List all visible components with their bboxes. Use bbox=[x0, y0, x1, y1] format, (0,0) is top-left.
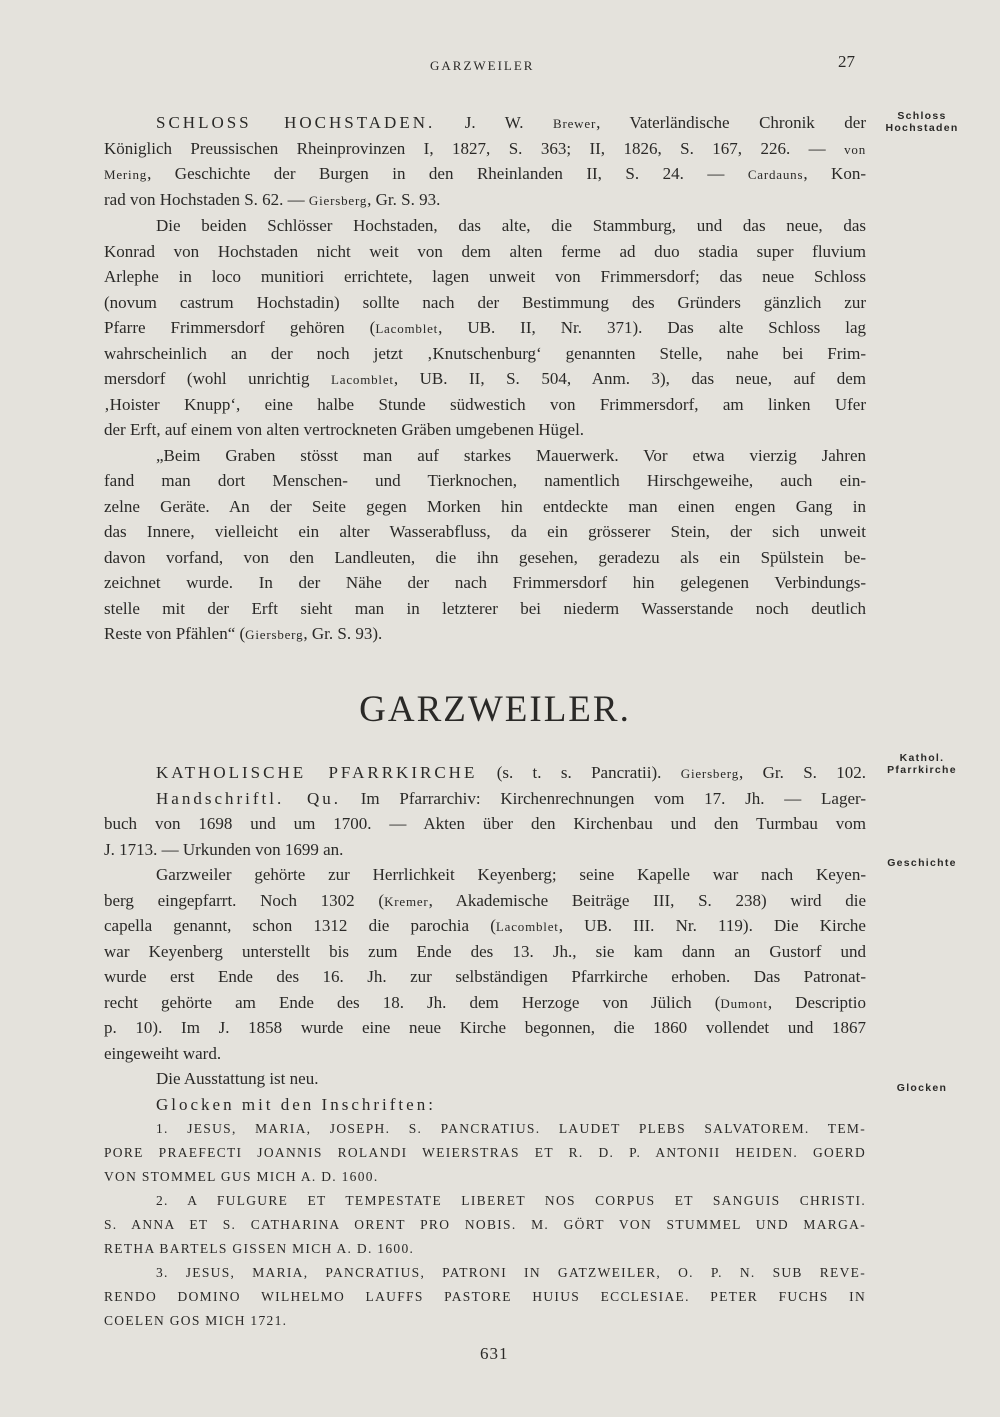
bell-inscription-line: 2. A FULGURE ET TEMPESTATE LIBERET NOS CORPUS ET SANGUIS CHRISTI. bbox=[156, 1193, 866, 1208]
text-line: war Keyenberg unterstellt bis zum Ende des 13. Jh., sie kam dann an Gustorf und bbox=[104, 941, 866, 961]
running-head: GARZWEILER bbox=[430, 58, 535, 73]
text-line: Arlephe in loco munitiori errichtete, lagen unweit von Frimmersdorf; das neue Schloss bbox=[104, 267, 866, 286]
bell-inscriptions bbox=[104, 1117, 866, 1333]
text-line: der Erft, auf einem von alten vertrockneten Gräben umgebenen Hügel. bbox=[104, 420, 585, 439]
margin-note-schloss-hochstaden: Schloss Hochstaden bbox=[885, 110, 959, 134]
bell-inscription-line: S. ANNA ET S. CATHARINA ORENT PRO NOBIS. M. GÖRT VON STUMMEL UND MARGA- bbox=[104, 1217, 866, 1232]
text-line: zeichnet wurde. In der Nähe der nach Frimmersdorf hin gelegenen Verbindungs- bbox=[104, 573, 866, 592]
text-line: SCHLOSS HOCHSTADEN. J. W. Brewer, Vaterländische Chronik der bbox=[156, 113, 866, 132]
schloss-hochstaden-section bbox=[104, 110, 866, 648]
text-line: Die beiden Schlösser Hochstaden, das alte, die Stammburg, und das neue, das bbox=[156, 216, 866, 235]
bell-inscription-line: COELEN GOS MICH 1721. bbox=[104, 1313, 288, 1328]
text-line: KATHOLISCHE PFARRKIRCHE (s. t. s. Pancratii). Giersberg, Gr. S. 102. bbox=[156, 763, 866, 782]
text-line: Konrad von Hochstaden nicht weit von dem alten ferme ad duo stadia super fluvium bbox=[104, 241, 866, 261]
text-line: J. 1713. — Urkunden von 1699 an. bbox=[104, 839, 344, 859]
text-line: Pfarre Frimmersdorf gehören (Lacomblet, UB. II, Nr. 371). Das alte Schloss lag bbox=[104, 318, 866, 337]
margin-note-glocken: Glocken bbox=[896, 1082, 948, 1094]
page-number: 27 bbox=[838, 52, 855, 71]
text-line: p. 10). Im J. 1858 wurde eine neue Kirche begonnen, die 1860 vollendet und 1867 bbox=[104, 1018, 866, 1037]
footer-page-number: 631 bbox=[480, 1344, 509, 1363]
text-line: stelle mit der Erft sieht man in letzterer bei niederm Wasserstande noch deutlich bbox=[104, 598, 866, 618]
text-line: „Beim Graben stösst man auf starkes Mauerwerk. Vor etwa vierzig Jahren bbox=[156, 445, 866, 465]
text-line: zelne Geräte. An der Seite gegen Morken hin entdeckte man einen engen Gang in bbox=[104, 496, 866, 516]
text-line: Garzweiler gehörte zur Herrlichkeit Keyenberg; seine Kapelle war nach Keyen- bbox=[156, 865, 866, 884]
text-line: Mering, Geschichte der Burgen in den Rheinlanden II, S. 24. — Cardauns, Kon- bbox=[104, 164, 866, 183]
text-line: eingeweiht ward. bbox=[104, 1043, 222, 1063]
text-line: ‚Hoister Knupp‘, eine halbe Stunde südwestich von Frimmersdorf, am linken Ufer bbox=[104, 394, 866, 414]
bell-inscription-line: VON STOMMEL GUS MICH A. D. 1600. bbox=[104, 1169, 379, 1184]
text-line: Königlich Preussischen Rheinprovinzen I, 1827, S. 363; II, 1826, S. 167, 226. — von bbox=[104, 138, 866, 158]
text-line: Die Ausstattung ist neu. bbox=[156, 1069, 319, 1088]
text-line: recht gehörte am Ende des 18. Jh. dem Herzoge von Jülich (Dumont, Descriptio bbox=[104, 992, 866, 1012]
text-line: wahrscheinlich an der noch jetzt ‚Knutschenburg‘ genannten Stelle, nahe bei Frim- bbox=[104, 343, 866, 363]
bell-inscription-line: 3. JESUS, MARIA, PANCRATIUS, PATRONI IN GATZWEILER, O. P. N. SUB REVE- bbox=[156, 1265, 866, 1280]
bell-inscription-line: 1. JESUS, MARIA, JOSEPH. S. PANCRATIUS. LAUDET PLEBS SALVATOREM. TEM- bbox=[156, 1121, 866, 1136]
text-line: wurde erst Ende des 16. Jh. zur selbständigen Pfarrkirche erhoben. Das Patronat- bbox=[104, 967, 866, 986]
margin-note-geschichte: Geschichte bbox=[887, 857, 957, 869]
text-line: fand man dort Menschen- und Tierknochen, namentlich Hirschgeweihe, auch ein- bbox=[104, 471, 866, 490]
bell-inscription-line: RENDO DOMINO WILHELMO LAUFFS PASTORE HUIUS ECCLESIAE. PETER FUCHS IN bbox=[104, 1289, 866, 1304]
bell-inscription-line: RETHA BARTELS GISSEN MICH A. D. 1600. bbox=[104, 1241, 415, 1256]
text-line: Glocken mit den Inschriften: bbox=[156, 1094, 436, 1114]
text-line: mersdorf (wohl unrichtig Lacomblet, UB. II, S. 504, Anm. 3), das neue, auf dem bbox=[104, 369, 866, 388]
text-line: das Innere, vielleicht ein alter Wasserabfluss, da ein grösserer Stein, der sich unweit bbox=[104, 522, 866, 541]
text-line: Handschriftl. Qu. Im Pfarrarchiv: Kirchenrechnungen vom 17. Jh. — Lager- bbox=[156, 788, 866, 808]
text-line: rad von Hochstaden S. 62. — Giersberg, Gr. S. 93. bbox=[104, 189, 441, 209]
text-line: capella genannt, schon 1312 die parochia (Lacomblet, UB. III. Nr. 119). Die Kirche bbox=[104, 916, 866, 935]
text-line: berg eingepfarrt. Noch 1302 (Kremer, Akademische Beiträge III, S. 238) wird die bbox=[104, 890, 866, 910]
margin-note-kathol-pfarrkirche: Kathol. Pfarrkirche bbox=[887, 752, 957, 776]
bell-inscription-line: PORE PRAEFECTI JOANNIS ROLANDI WEIERSTRAS ET R. D. P. ANTONII HEIDEN. GOERD bbox=[104, 1145, 866, 1160]
garzweiler-section bbox=[104, 760, 866, 1333]
section-heading-garzweiler: GARZWEILER. bbox=[359, 689, 631, 730]
text-line: davon vorfand, von den Landleuten, die ihn gesehen, geradezu als ein Spülstein be- bbox=[104, 547, 866, 567]
text-line: Reste von Pfählen“ (Giersberg, Gr. S. 93). bbox=[104, 624, 383, 643]
text-line: buch von 1698 und um 1700. — Akten über den Kirchenbau und den Turmbau vom bbox=[104, 814, 866, 833]
text-line: (novum castrum Hochstadin) sollte nach der Bestimmung des Gründers gänzlich zur bbox=[104, 292, 866, 312]
